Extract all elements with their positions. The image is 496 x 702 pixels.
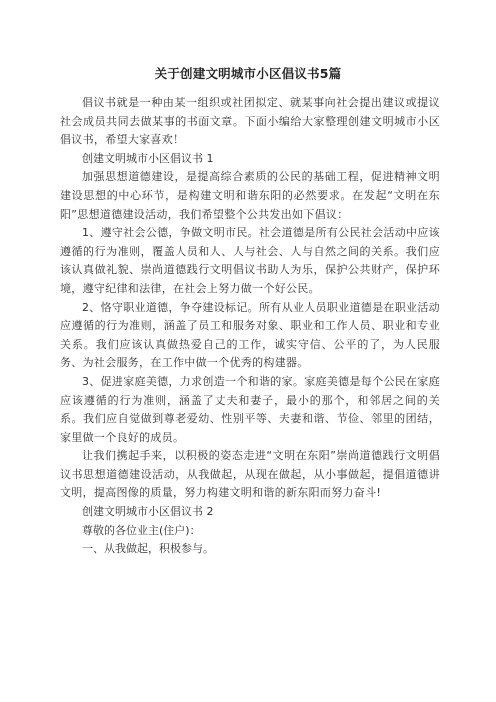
body-paragraph: 加强思想道德建设，是提高综合素质的公民的基础工程，促进精神文明建设思想的中心环节，是构建文明和谐东阳的必然要求。在发起“文明在东阳”思想道德建设活动，我们希望整个公共发出如下倡议： xyxy=(60,170,440,221)
salutation: 尊敬的各位业主(住户)： xyxy=(82,523,201,537)
section-heading-1: 创建文明城市小区倡议书 1 xyxy=(82,151,214,165)
list-item: 一、从我做起，积极参与。 xyxy=(82,542,214,556)
document-title: 关于创建文明城市小区倡议书5篇 xyxy=(154,66,342,81)
body-paragraph: 3、促进家庭美德，力求创造一个和谐的家。家庭美德是每个公民在家庭应该遵循的行为准则，涵盖了丈夫和妻子，最小的那个，和邻居之间的关系。我们应自觉做到尊老爱幼、性别平等、夫妻和谐、节俭、邻里的团结，家里做一个良好的成员。 xyxy=(60,374,440,444)
body-paragraph: 1、遵守社会公德，争做文明市民。社会道德是所有公民社会活动中应该遵循的行为准则，覆盖人员和人、人与社会、人与自然之间的关系。我们应该认真做礼貌、崇尚道德践行文明倡议书助人为乐，保护公共财产，保护环境，遵守纪律和法律，在社会上努力做一个好公民。 xyxy=(60,226,440,295)
section-heading-2: 创建文明城市小区倡议书 2 xyxy=(82,505,214,519)
body-paragraph: 让我们携起手来，以积极的姿态走进“文明在东阳”崇尚道德践行文明倡议书思想道德建设活动，从我做起，从现在做起，从小事做起，提倡道德讲文明，提高图像的质量，努力构建文明和谐的新东阳而努力奋斗! xyxy=(60,449,440,500)
document-body xyxy=(60,94,440,559)
body-paragraph: 2、恪守职业道德，争夺建设标记。所有从业人员职业道德是在职业活动应遵循的行为准则，涵盖了员工和服务对象、职业和工作人员、职业和专业关系。我们应该认真做热爱自己的工作，诚实守信、公平的了，为人民服务、为社会服务，在工作中做一个优秀的构建器。 xyxy=(60,300,440,370)
intro-paragraph: 倡议书就是一种由某一组织或社团拟定、就某事向社会提出建议或提议社会成员共同去做某事的书面文章。下面小编给大家整理创建文明城市小区倡议书，希望大家喜欢！ xyxy=(60,96,440,147)
